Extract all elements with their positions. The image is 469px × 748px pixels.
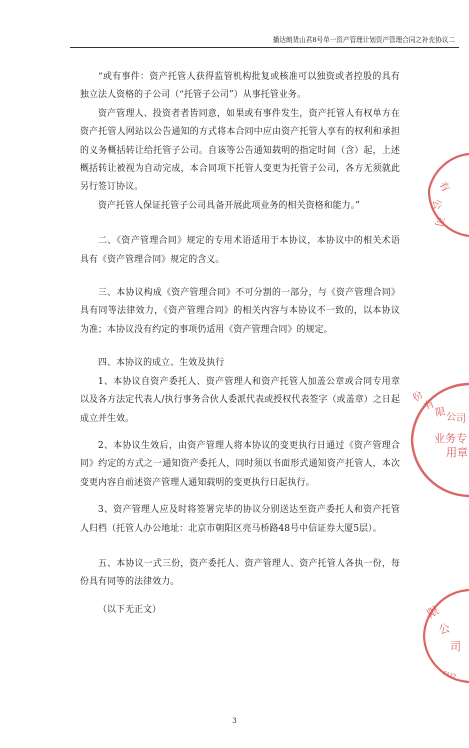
svg-text:有: 有: [436, 180, 451, 195]
svg-text:公: 公: [437, 621, 452, 637]
paragraph-clause-4-1: 1、本协议自资产委托人、资产管理人和资产托管人加盖公章或合同专用章以及各方法定代表人/执行事务合伙人委派代表或授权代表签字（或盖章）之日起成立并生效。: [80, 376, 400, 424]
paragraph-clause-3: 三、本协议构成《资产管理合同》不可分割的一部分，与《资产管理合同》具有同等法律效力，《资产管理合同》的相关内容与本协议不一致的，以本协议为准；本协议没有约定的事项仍适用《资产管理合同》的规定。: [80, 288, 400, 335]
seal-stamp-top: [405, 150, 469, 240]
svg-text:公: 公: [430, 198, 443, 211]
page-header-title: 播达朗货山君8号单一资产管理计划资产管理合同之补充协议二: [272, 36, 455, 44]
paragraph-guarantee: 资产托管人保证托管子公司具备开展此项业务的相关资格和能力。”: [98, 200, 360, 211]
paragraph-clause-4-3: 3、资产管理人应及时将签署完毕的协议分别送达至资产委托人和资产托管人归档（托管人办公地址：北京市朝阳区亮马桥路48号中信证券大厦5层）。: [80, 505, 400, 534]
svg-text:4337: 4337: [441, 670, 457, 681]
svg-text:公: 公: [446, 412, 456, 423]
seal-stamp-bottom: [410, 586, 469, 686]
svg-text:限: 限: [425, 603, 442, 621]
svg-text:司: 司: [450, 640, 461, 653]
paragraph-consent: 资产管理人、投资者者皆同意，如果或有事件发生，资产托管人有权单方在资产托管人网站以公告通知的方式将本合同中应由资产托管人享有的权利和承担的义务概括转让给托管子公司。自该等公告通知载明的指定时间（含）起，上述概括转让被视为自动完成，本合同项下托管人变更为托管子公司，各方无须就此另行签订协议。: [80, 108, 400, 193]
svg-text:份: 份: [410, 389, 426, 405]
seal-stamp-middle: [396, 380, 469, 500]
header-divider: [70, 47, 459, 48]
paragraph-clause-2: 二、《资产管理合同》规定的专用术语适用于本协议，本协议中的相关术语具有《资产管理合同》规定的含义。: [80, 236, 400, 265]
paragraph-clause-5: 五、本协议一式三份，资产委托人、资产管理人、资产托管人各执一份，每份具有同等的法律效力。: [80, 558, 400, 588]
no-further-text-note: （以下无正文）: [98, 604, 162, 615]
svg-text:有: 有: [422, 398, 437, 413]
svg-text:限: 限: [434, 406, 447, 419]
page-number: 3: [232, 717, 237, 725]
paragraph-contingent-event: “或有事件：资产托管人获得监管机构批复或核准可以独资或者控股的具有独立法人资格的子公司（“托管子公司”）从事托管业务。: [80, 72, 400, 101]
svg-text:司: 司: [432, 215, 445, 228]
svg-text:司: 司: [456, 414, 466, 425]
svg-text:业务专: 业务专: [434, 432, 467, 445]
document-body: [80, 68, 400, 619]
svg-text:用章: 用章: [446, 446, 468, 459]
paragraph-clause-4-2: 2、本协议生效后，由资产管理人将本协议的变更执行日通过《资产管理合同》约定的方式之一通知资产委托人，同时须以书面形式通知资产托管人，本次变更内容自前述资产管理人通知载明的变更执行日起执行。: [80, 440, 400, 488]
section-heading-4: 四、本协议的成立、生效及执行: [98, 358, 225, 369]
